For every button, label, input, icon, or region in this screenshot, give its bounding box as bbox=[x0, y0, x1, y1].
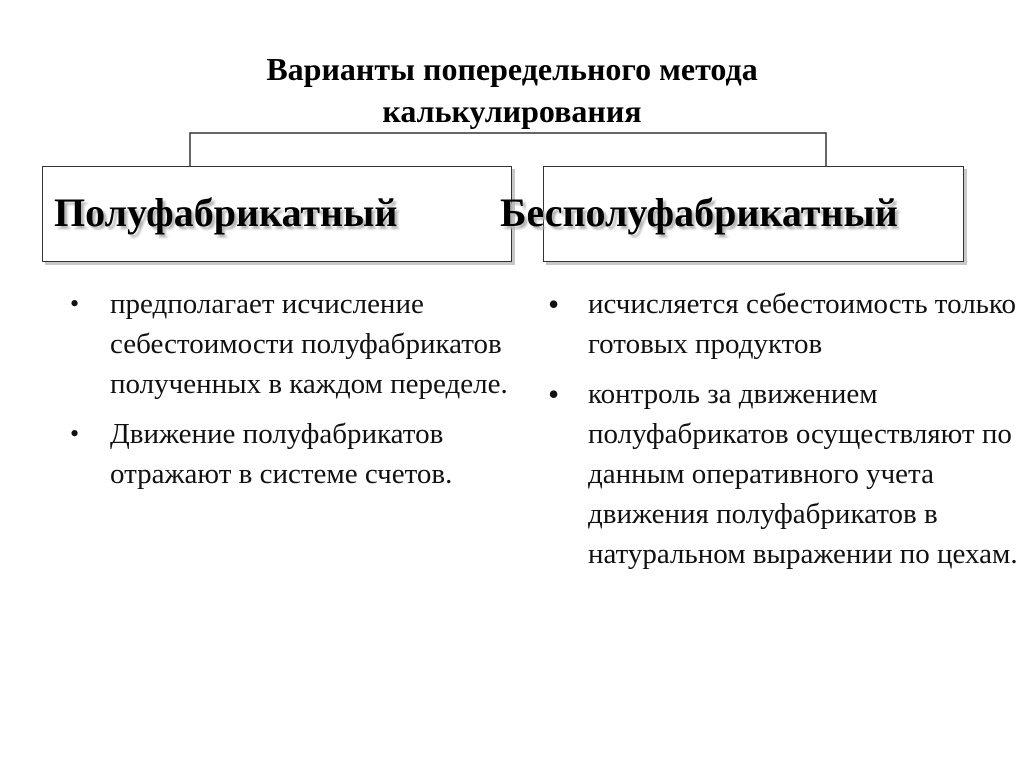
list-item-text: предполагает исчисление себестоимости полуфабрикатов полученных в каждом переделе. bbox=[110, 288, 508, 400]
list-item bbox=[70, 414, 520, 494]
list-item bbox=[548, 374, 1018, 574]
bullet-marker: • bbox=[548, 286, 560, 322]
title-line-1: Варианты попередельного метода bbox=[266, 51, 758, 87]
bullet-marker: • bbox=[548, 376, 560, 412]
list-item-text: контроль за движением полуфабрикатов осуществляют по данным оперативного учета движения полуфабрикатов в натуральном выражении по цехам. bbox=[588, 378, 1018, 570]
label-bespolufabrikatny: Бесполуфабрикатный bbox=[500, 190, 898, 235]
list-item-text: исчисляется себестоимость только готовых продуктов bbox=[588, 288, 1017, 360]
list-item bbox=[70, 284, 520, 404]
bullet-marker: • bbox=[70, 419, 80, 448]
connector-line bbox=[190, 133, 826, 166]
list-item bbox=[548, 284, 1018, 364]
bullet-marker: • bbox=[70, 289, 80, 318]
list-item-text: Движение полуфабрикатов отражают в системе счетов. bbox=[110, 418, 453, 490]
left-description-list bbox=[70, 284, 520, 504]
title-line-2: калькулирования bbox=[382, 93, 642, 129]
label-polufabrikatny: Полуфабрикатный bbox=[54, 190, 398, 235]
right-description-list bbox=[548, 284, 1018, 584]
